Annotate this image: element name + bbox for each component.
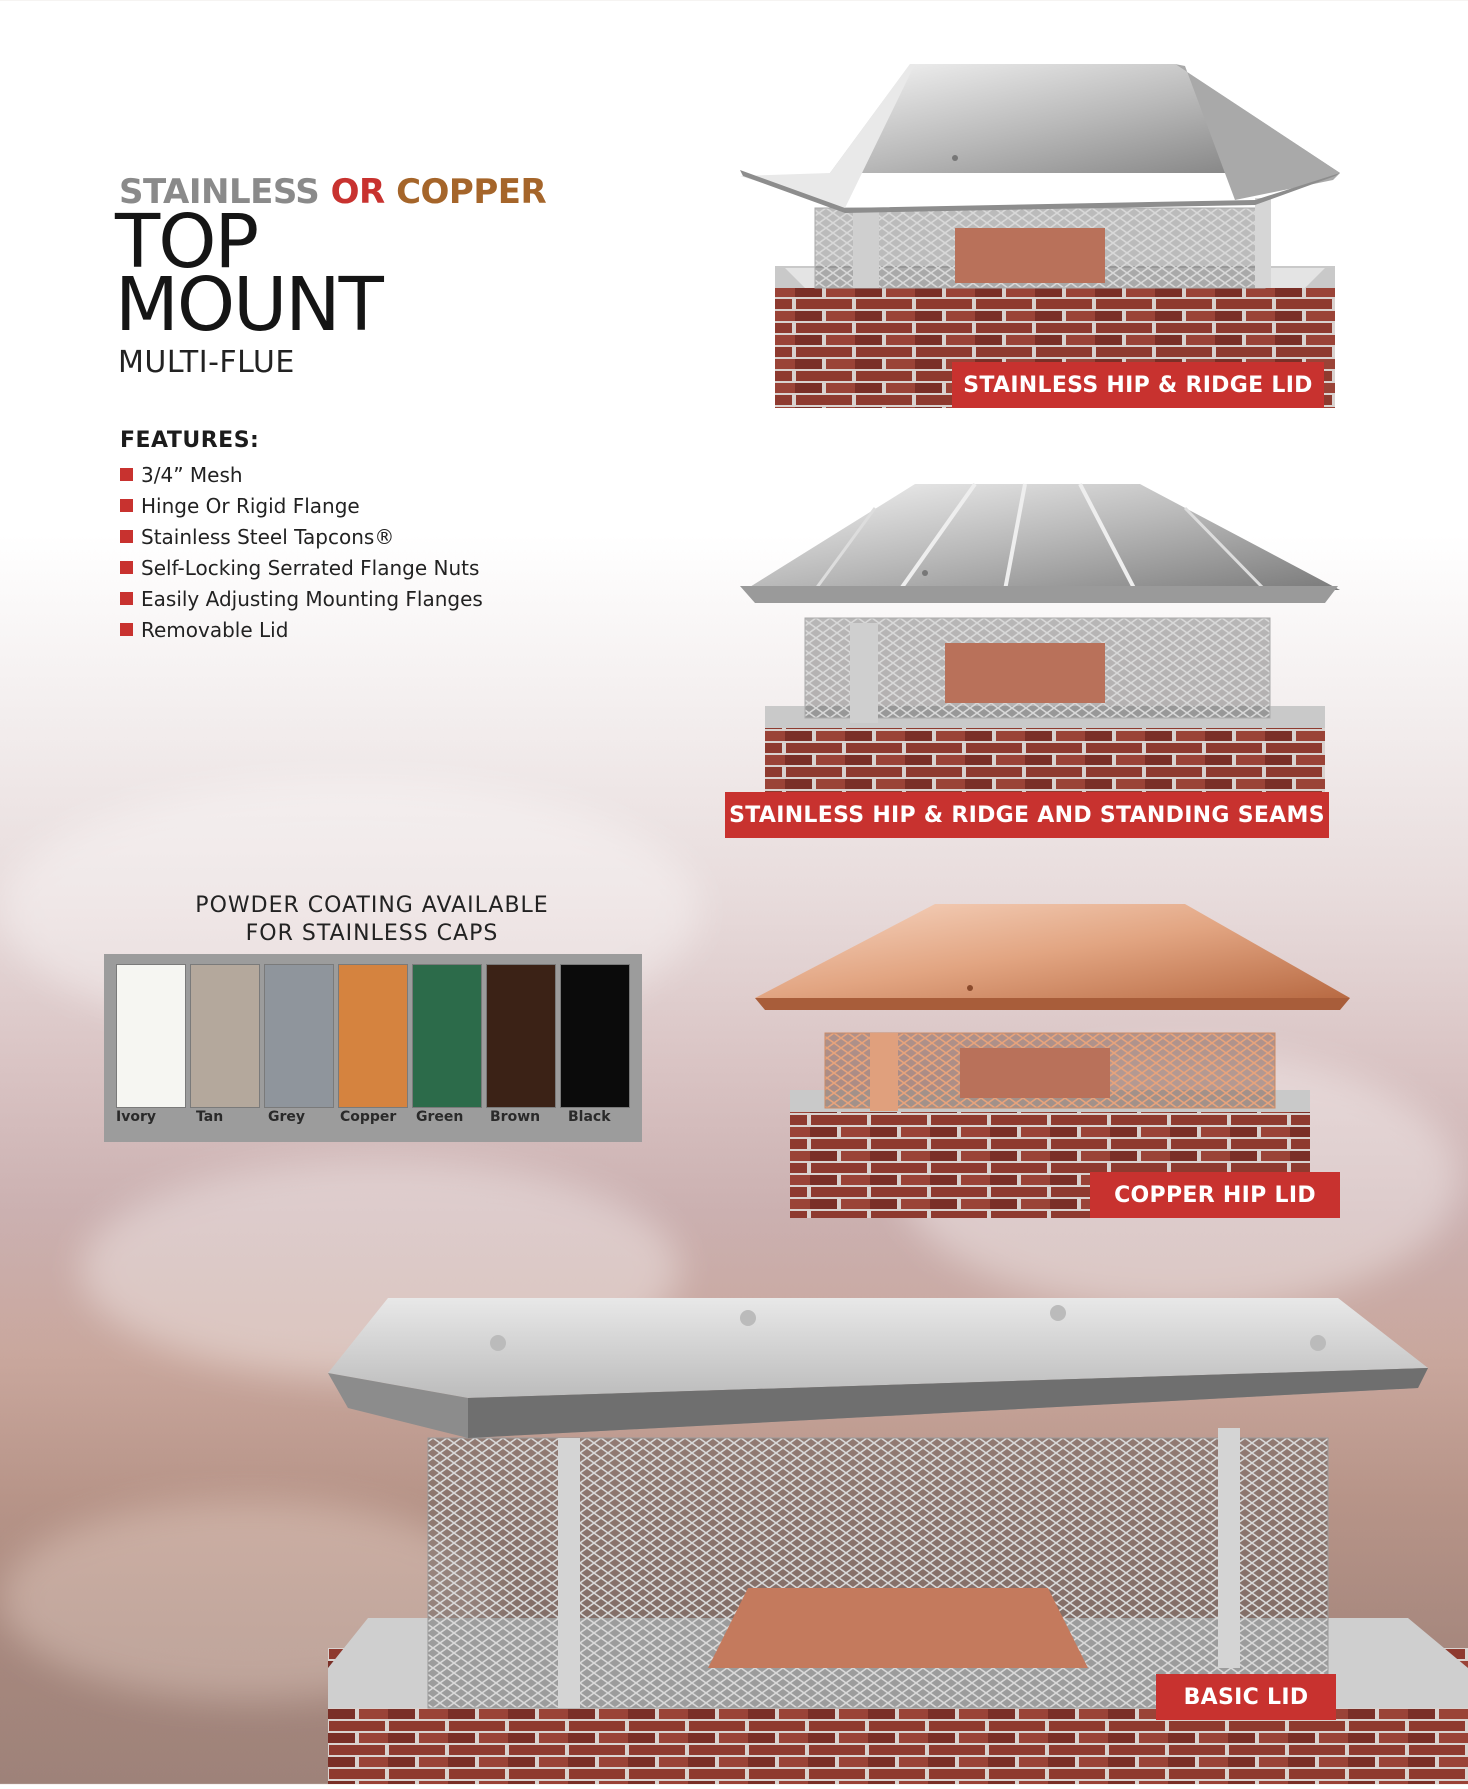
bullet-square-icon xyxy=(120,468,133,481)
swatch-label: Brown xyxy=(490,1109,541,1125)
swatch-label: Copper xyxy=(340,1109,397,1125)
feature-text: Stainless Steel Tapcons® xyxy=(141,524,395,549)
feature-text: 3/4” Mesh xyxy=(141,462,243,487)
features-section xyxy=(120,428,483,645)
page-title-line1: TOP xyxy=(115,199,258,285)
swatch-label: Green xyxy=(416,1109,464,1125)
product-standing-seams xyxy=(725,478,1353,838)
color-swatch-panel xyxy=(104,954,642,1142)
bullet-square-icon xyxy=(120,530,133,543)
product-label-badge: BASIC LID xyxy=(1156,1674,1336,1720)
feature-item xyxy=(120,614,483,645)
swatch-grey xyxy=(264,964,334,1108)
swatch-label: Grey xyxy=(268,1109,306,1125)
kicker-copper: COPPER xyxy=(396,172,547,212)
kicker-stainless: STAINLESS xyxy=(119,172,320,212)
feature-item xyxy=(120,521,483,552)
product-stainless-hip-ridge xyxy=(735,58,1347,408)
feature-item xyxy=(120,583,483,614)
product-copper-hip xyxy=(750,898,1350,1218)
swatch-label: Ivory xyxy=(116,1109,156,1125)
powder-coating-title-line1: POWDER COATING AVAILABLE xyxy=(195,893,549,918)
swatch-label: Tan xyxy=(196,1109,224,1125)
feature-text: Hinge Or Rigid Flange xyxy=(141,493,360,518)
bullet-square-icon xyxy=(120,592,133,605)
swatch-tan xyxy=(190,964,260,1108)
swatch-black xyxy=(560,964,630,1108)
page-subtitle: MULTI-FLUE xyxy=(118,345,295,380)
feature-item xyxy=(120,490,483,521)
feature-text: Easily Adjusting Mounting Flanges xyxy=(141,586,483,611)
swatch-ivory xyxy=(116,964,186,1108)
copper-hip-illustration xyxy=(750,898,1350,1218)
bullet-square-icon xyxy=(120,561,133,574)
feature-text: Self-Locking Serrated Flange Nuts xyxy=(141,555,480,580)
bullet-square-icon xyxy=(120,499,133,512)
features-title: FEATURES: xyxy=(120,428,260,453)
page-title-line2: MOUNT xyxy=(115,262,382,348)
swatch-label: Black xyxy=(568,1109,611,1125)
feature-item xyxy=(120,459,483,490)
swatch-brown xyxy=(486,964,556,1108)
product-label-badge: COPPER HIP LID xyxy=(1090,1172,1340,1218)
feature-text: Removable Lid xyxy=(141,617,289,642)
features-list xyxy=(120,459,483,645)
product-basic-lid xyxy=(328,1288,1468,1784)
standing-seams-illustration xyxy=(725,478,1353,838)
bullet-square-icon xyxy=(120,623,133,636)
powder-coating-title-line2: FOR STAINLESS CAPS xyxy=(245,921,499,946)
product-label-badge: STAINLESS HIP & RIDGE LID xyxy=(952,362,1324,408)
product-label-badge: STAINLESS HIP & RIDGE AND STANDING SEAMS xyxy=(725,792,1329,838)
feature-item xyxy=(120,552,483,583)
swatch-green xyxy=(412,964,482,1108)
powder-coating-title xyxy=(104,892,640,948)
kicker-or: OR xyxy=(319,172,397,212)
stainless-hip-ridge-illustration xyxy=(735,58,1347,408)
swatch-copper xyxy=(338,964,408,1108)
